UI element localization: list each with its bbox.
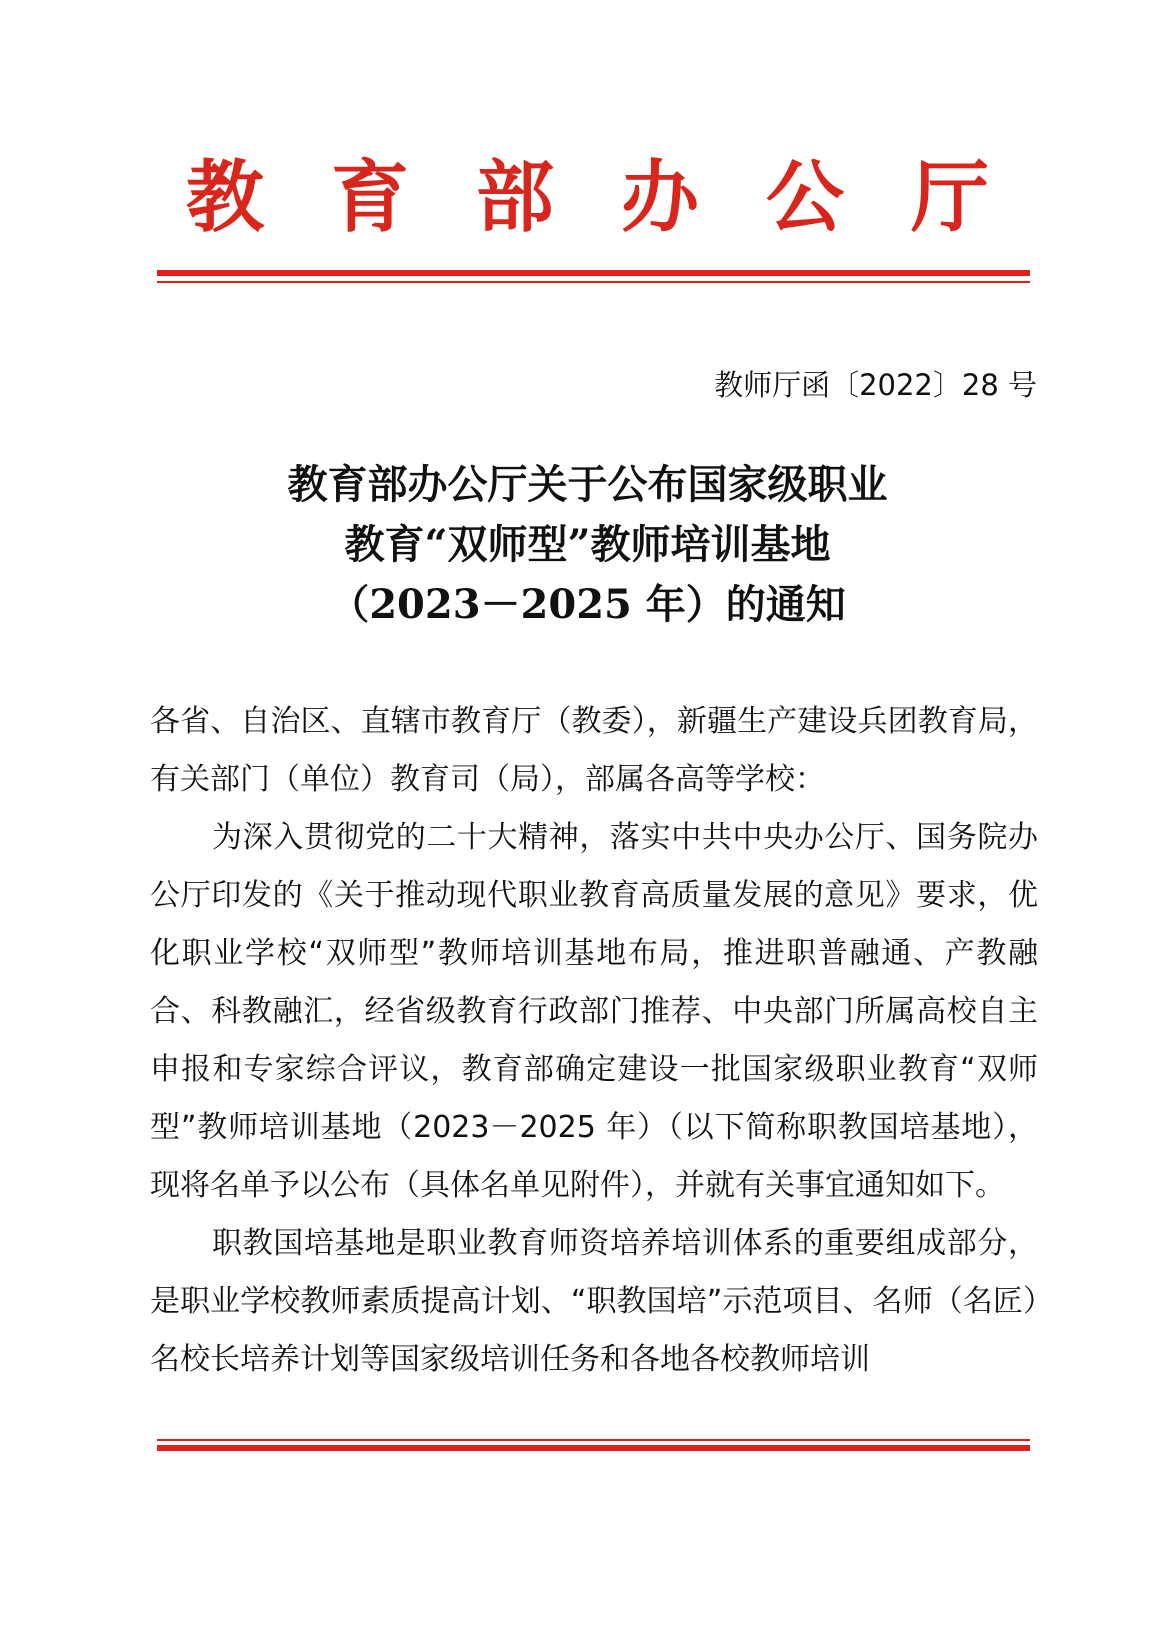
masthead-char: 公 [765,152,844,243]
title-line: （2023－2025 年）的通知 [329,581,846,628]
document-title [0,455,1175,635]
masthead-char: 厅 [910,152,989,243]
masthead-char: 育 [330,152,409,243]
masthead-char: 教 [185,152,264,243]
title-line: 教育“双师型”教师培训基地 [344,521,831,568]
header-red-rule-thin [157,281,1030,283]
footer-red-rule-thick [157,1445,1030,1451]
masthead [0,148,1175,248]
masthead-char: 办 [620,152,699,243]
footer-red-rule-thin [157,1439,1030,1441]
body-paragraph: 为深入贯彻党的二十大精神，落实中共中央办公厅、国务院办公厅印发的《关于推动现代职业教育高质量发展的意见》要求，优化职业学校“双师型”教师培训基地布局，推进职普融通、产教融合、科教融汇，经省级教育行政部门推荐、中央部门所属高校自主申报和专家综合评议，教育部确定建设一批国家级职业教育“双师型”教师培训基地（2023－2025 年）（以下简称职教国培基地），现将名单予以公布（具体名单见附件），并就有关事宜通知如下。 [150,820,1038,1203]
document-number: 教师厅函〔2022〕28 号 [714,368,1037,402]
header-red-rule-thick [157,270,1030,276]
masthead-char: 部 [475,152,554,243]
document-body [150,693,1038,1389]
title-line: 教育部办公厅关于公布国家级职业 [287,461,888,508]
body-paragraph: 职教国培基地是职业教育师资培养培训体系的重要组成部分，是职业学校教师素质提高计划、“职教国培”示范项目、名师（名匠）名校长培养计划等国家级培训任务和各地各校教师培训 [150,1226,1038,1377]
salutation: 各省、自治区、直辖市教育厅（教委），新疆生产建设兵团教育局，有关部门（单位）教育司（局），部属各高等学校： [150,704,1038,797]
